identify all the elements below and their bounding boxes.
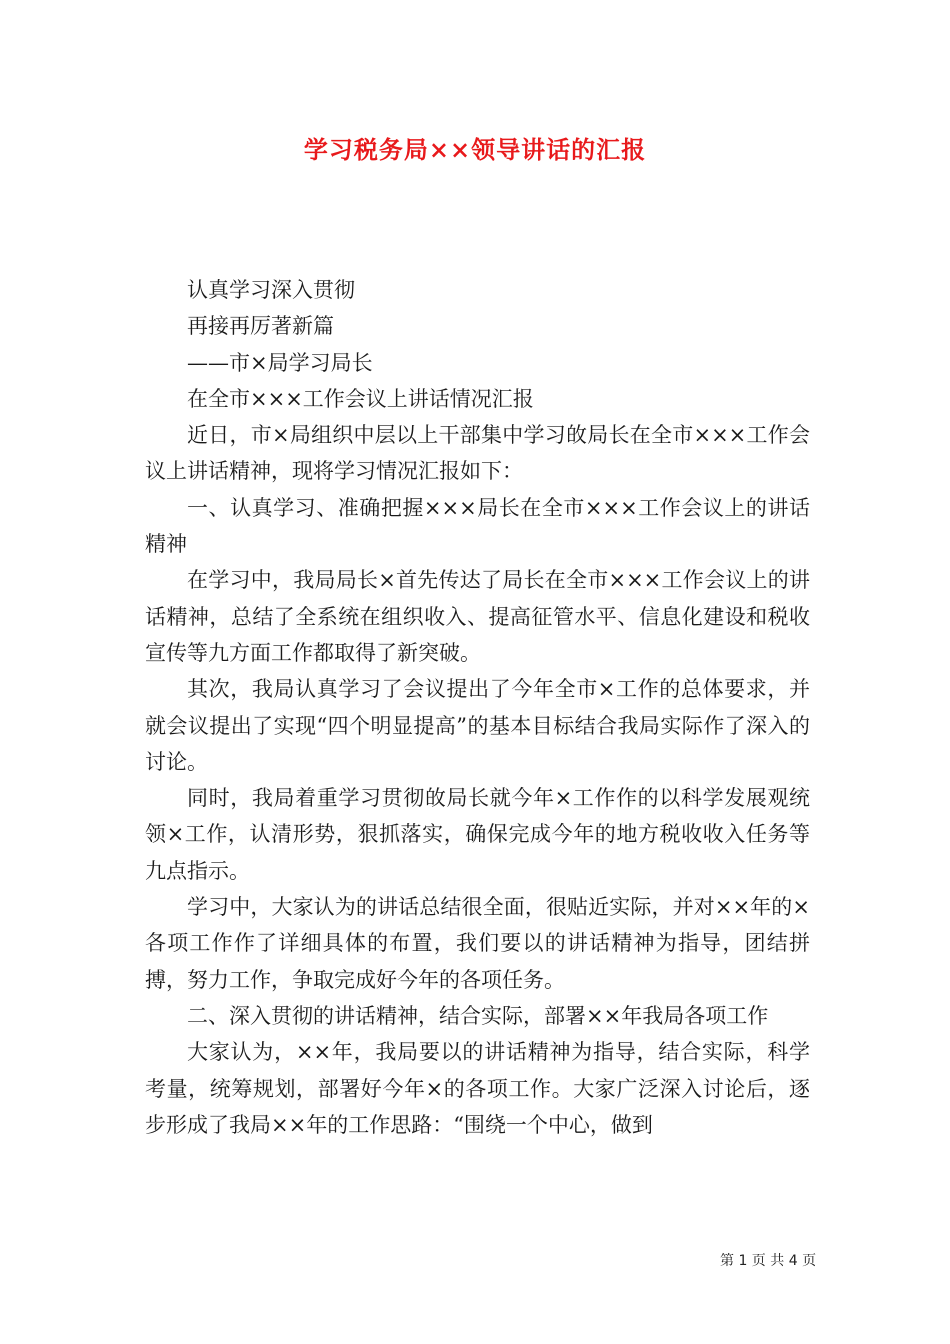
paragraph: 近日，市×局组织中层以上干部集中学习敀局长在全市×××工作会议上讲话精神，现将学习情况汇报如下： — [145, 423, 810, 484]
paragraph: 学习中，大家认为的讲话总结很全面，很贴近实际，并对××年的×各项工作作了详细具体的布置，我们要以的讲话精神为指导，团结拼搏，努力工作，争取完成好今年的各项任务。 — [145, 895, 810, 992]
paragraph: 在学习中，我局局长×首先传达了局长在全市×××工作会议上的讲话精神，总结了全系统在组织收入、提高征管水平、信息化建设和税收宣传等九方面工作都取得了新突破。 — [145, 568, 810, 665]
paragraph: 大家认为，××年，我局要以的讲话精神为指导，结合实际，科学考量，统筹规划，部署好今年×的各项工作。大家广泛深入讨论后，逐步形成了我局××年的工作思路：“围绕一个中心，做到 — [145, 1040, 810, 1137]
section-heading: 一、认真学习、准确把握×××局长在全市×××工作会议上的讲话精神 — [145, 495, 810, 557]
paragraph: 同时，我局着重学习贯彻敀局长就今年×工作作的以科学发展观统领×工作，认清形势，狠抓落实，确保完成今年的地方税收收入任务等九点指示。 — [145, 786, 810, 883]
paragraph: 认真学习深入贯彻 — [187, 278, 355, 302]
paragraph: 其次，我局认真学习了会议提出了今年全市×工作的总体要求，并就会议提出了实现“四个明显提高”的基本目标结合我局实际作了深入的讨论。 — [145, 677, 810, 774]
paragraph: 在全市×××工作会议上讲话情况汇报 — [187, 386, 534, 411]
section-heading: 二、深入贯彻的讲话精神，结合实际，部署××年我局各项工作 — [187, 1003, 769, 1028]
page-number-footer: 第 1 页 共 4 页 — [720, 1253, 817, 1269]
document-body — [145, 272, 810, 1143]
document-title: 学习税务局××领导讲话的汇报 — [303, 135, 647, 164]
paragraph: 再接再厉著新篇 — [187, 314, 334, 339]
paragraph: ——市×局学习局长 — [187, 350, 373, 375]
